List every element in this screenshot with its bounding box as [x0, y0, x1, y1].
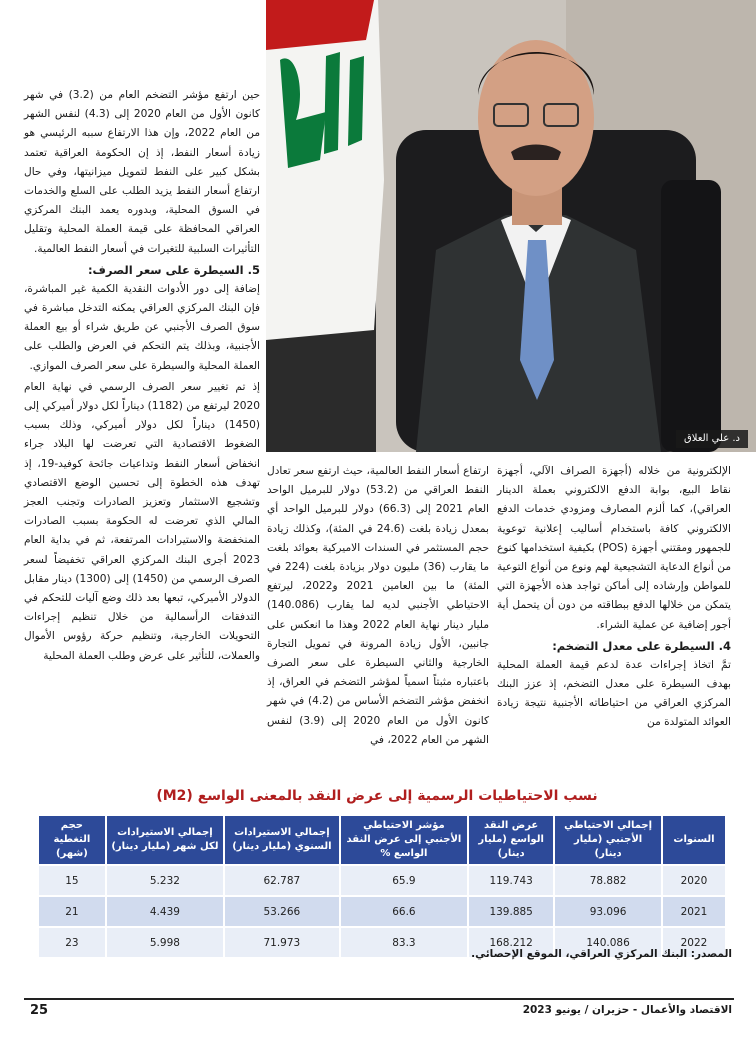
paragraph: تمَّ اتخاذ إجراءات عدة لدعم قيمة العملة المحلية بهدف السيطرة على معدل التضخم، إذ عزز البنك المركزي العراقي من احتياطاته الأجنبية نتيجة زيادة العوائد المتولدة من: [497, 658, 731, 729]
cell: 53.266: [225, 897, 339, 926]
cell: 93.096: [555, 897, 661, 926]
article-column-right: [497, 462, 731, 735]
paragraph: إضافة إلى دور الأدوات النقدية الكمية غير المباشرة، فإن البنك المركزي العراقي يمكنه التدخل مباشرة في سوق الصرف الأجنبي عن طريق شراء أو بيع العملة الأجنبية، وبذلك يتم التحكم في العرض والطلب على العملة المحلية والسيطرة على سعر الصرف الموازي.: [24, 282, 260, 372]
section-heading-exchange-rate: 5. السيطرة على سعر الصرف:: [87, 262, 260, 277]
cell: 168.212: [469, 928, 553, 957]
cell: 62.787: [225, 866, 339, 895]
cell: 119.743: [469, 866, 553, 895]
table-row: [39, 866, 725, 895]
cell: 5.998: [107, 928, 223, 957]
table-title: نسب الاحتياطيات الرسمية إلى عرض النقد بالمعنى الواسع (M2): [156, 788, 598, 804]
paragraph: ارتفاع أسعار النفط العالمية، حيث ارتفع سعر تعادل النفط العراقي من (53.2) دولار للبرميل الواحد العام 2021 إلى (66.3) دولار للبرميل الواحد أي بمعدل زيادة بلغت (24.6 في المئة)، وكذلك زيادة حجم المستثمر في السندات الاميركية بعوائد بلغت ما يقارب (36) مليون دولار بزيادة بلغت (224 في المئة) ما بين العامين 2021 و2022، ليرتفع الاحتياطي الأجنبي لديه لما يقارب (140.086) مليار دينار نهاية العام 2022 وهذا ما انعكس على جانبين، الأول زيادة المرونة في تمويل التجارة الخارجية والثاني السيطرة على سعر الصرف باعتباره مثبتاً اسمياً لمؤشر التضخم في العراق، إذ انخفض مؤشر التضخم الأساس من (4.2) في شهر كانون الأول من العام 2020 إلى (3.9) لنفس الشهر من العام 2022، في: [267, 465, 489, 746]
magazine-footer: الاقتصاد والأعمال - حزيران / يونيو 2023: [522, 1004, 732, 1016]
article-column-left: [24, 86, 260, 668]
cell-year: 2020: [663, 866, 725, 895]
cell: 5.232: [107, 866, 223, 895]
header-foreign-reserves: إجمالي الاحتياطي الأجنبي (مليار دينار): [555, 816, 661, 864]
footer-divider: [24, 998, 734, 1000]
header-monthly-imports: إجمالي الاستيرادات لكل شهر (مليار دينار): [107, 816, 223, 864]
header-years: السنوات: [663, 816, 725, 864]
cell: 140.086: [555, 928, 661, 957]
header-reserve-ratio: مؤشر الاحتياطي الأجنبي إلى عرض النقد الواسع %: [341, 816, 467, 864]
cell: 83.3: [341, 928, 467, 957]
table-source-note: المصدر: البنك المركزي العراقي، الموقع الإحصائي.: [471, 948, 732, 960]
paragraph: حين ارتفع مؤشر التضخم العام من (3.2) في شهر كانون الأول من العام 2020 إلى (4.3) لنفس الشهر من العام 2022، وإن هذا الارتفاع سببه الرئيسي هو زيادة أسعار النفط، إذ إن الحكومة العراقية تعتمد بشكل كبير على النفط لتمويل ميزانيتها، وفي حال ارتفاع أسعار النفط يزيد الطلب على السلع والخدمات في السوق المحلية، وبدوره يعمد البنك المركزي العراقي المحافظة على قيمة العملة المحلية وتقليل التأثيرات السلبية للتغيرات في أسعار النفط العالمية.: [24, 89, 260, 255]
cell: 78.882: [555, 866, 661, 895]
portrait-illustration: [266, 0, 756, 452]
paragraph: إذ تم تغيير سعر الصرف الرسمي في نهاية العام 2020 ليرتفع من (1182) ديناراً لكل دولار أميركي إلى (1450) ديناراً لكل دولار أميركي، وذلك بسبب الضغوط الاقتصادية التي تعرضت لها البلاد جراء انخفاض أسعار النفط وتداعيات جائحة كوفيد-19، إذ تهدف هذه الخطوة إلى تحسين الوضع الاقتصادي وتشجيع الاستثمار وتعزيز الصادرات وتجنب العجز المالي الذي تعرضت له الحكومة بسبب الصادرات المنخفضة والاستيرادات المرتفعة، ثم في بداية العام 2023 أجرى البنك المركزي العراقي تخفيضاً لسعر الصرف الرسمي من (1450) إلى (1300) دينار مقابل الدولار الأميركي، تبعها بعد ذلك وضع آليات للتحكم في التدفقات الرأسمالية من خلال تنظيم إجراءات التحويلات الخارجية، وتنظيم حركة رؤوس الأموال والعملات، للتأثير على عرض وطلب العملة المحلية: [24, 380, 260, 662]
cell-year: 2022: [663, 928, 725, 957]
table-row: [39, 897, 725, 926]
cell: 65.9: [341, 866, 467, 895]
page-number: 25: [30, 1003, 49, 1018]
section-heading-inflation: 4. السيطرة على معدل التضخم:: [552, 638, 731, 653]
table-header-row: [39, 816, 725, 864]
photo-caption: د. علي العلاق: [676, 430, 748, 448]
article-column-middle: [267, 462, 489, 752]
cell: 71.973: [225, 928, 339, 957]
header-broad-money: عرض النقد الواسع (مليار دينار): [469, 816, 553, 864]
cell: 23: [39, 928, 105, 957]
cell: 15: [39, 866, 105, 895]
cell: 21: [39, 897, 105, 926]
reserves-table: [37, 814, 727, 959]
cell: 4.439: [107, 897, 223, 926]
header-annual-imports: إجمالي الاستيرادات السنوي (مليار دينار): [225, 816, 339, 864]
header-coverage-months: حجم التغطية (شهر): [39, 816, 105, 864]
cell: 139.885: [469, 897, 553, 926]
cell-year: 2021: [663, 897, 725, 926]
cell: 66.6: [341, 897, 467, 926]
portrait-photo: [266, 0, 756, 452]
paragraph: الإلكترونية من خلاله (أجهزة الصراف الآلي، أجهزة نقاط البيع، بوابة الدفع الالكتروني بعملة الدينار العراقي)، كما ألزم المصارف ومزودي خدمات الدفع الالكتروني كافة باستخدام أساليب إعلانية توعوية للجمهور ومقتني أجهزة (POS) بكيفية استخدامها كنوع من أنواع الدعاية التشجيعية لهم ونوع من أنواع التوعية للمواطن وإرشاده إلى أماكن تواجد هذه الأجهزة التي يتمكن من خلالها الدفع ببطاقته من دون أن يتحمل أية أجور إضافية عن عملية الشراء.: [497, 465, 731, 631]
